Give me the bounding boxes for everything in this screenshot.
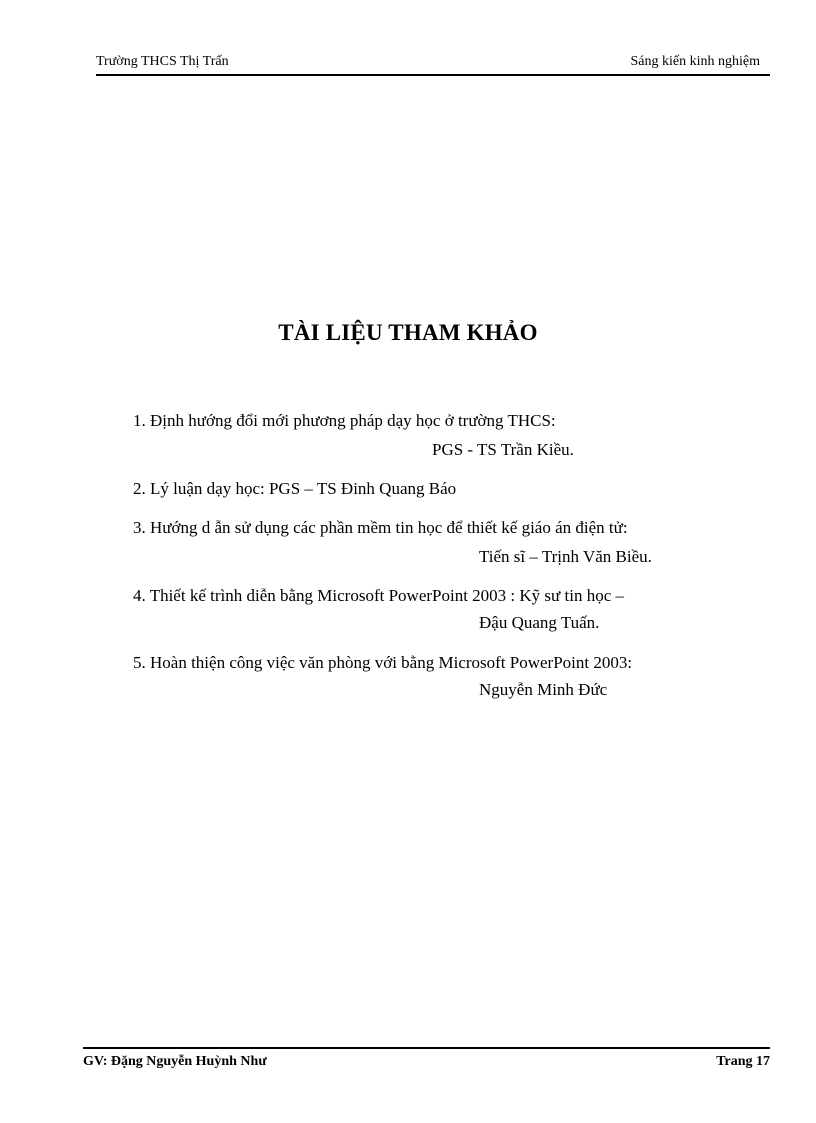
reference-5-text: 5. Hoàn thiện công việc văn phòng với bằng Microsoft PowerPoint 2003:: [133, 653, 633, 672]
page-title: TÀI LIỆU THAM KHẢO: [278, 320, 538, 345]
reference-4-text: 4. Thiết kế trình diễn bằng Microsoft PowerPoint 2003 : Kỹ sư tin học –: [133, 586, 624, 605]
footer-teacher: GV: Đặng Nguyễn Huỳnh Như: [83, 1054, 267, 1069]
reference-3-author: Tiến sĩ – Trịnh Văn Biều.: [479, 547, 652, 566]
reference-1-author: PGS - TS Trần Kiều.: [432, 440, 574, 459]
header-school: Trường THCS Thị Trấn: [96, 54, 229, 69]
page-header: [96, 52, 770, 76]
reference-1-text: 1. Định hướng đổi mới phương pháp dạy học ở trường THCS:: [133, 411, 556, 430]
reference-4-author: Đậu Quang Tuấn.: [479, 613, 600, 632]
header-doc-type: Sáng kiến kinh nghiệm: [630, 54, 760, 69]
reference-5-author: Nguyễn Minh Đức: [479, 680, 608, 699]
reference-2-text: 2. Lý luận dạy học: PGS – TS Đinh Quang Báo: [133, 479, 457, 498]
footer-page-number: Trang 17: [716, 1054, 770, 1069]
page-footer: [83, 1047, 770, 1079]
reference-3-text: 3. Hướng d ẫn sử dụng các phần mềm tin học để thiết kế giáo án điện tử:: [133, 518, 628, 537]
